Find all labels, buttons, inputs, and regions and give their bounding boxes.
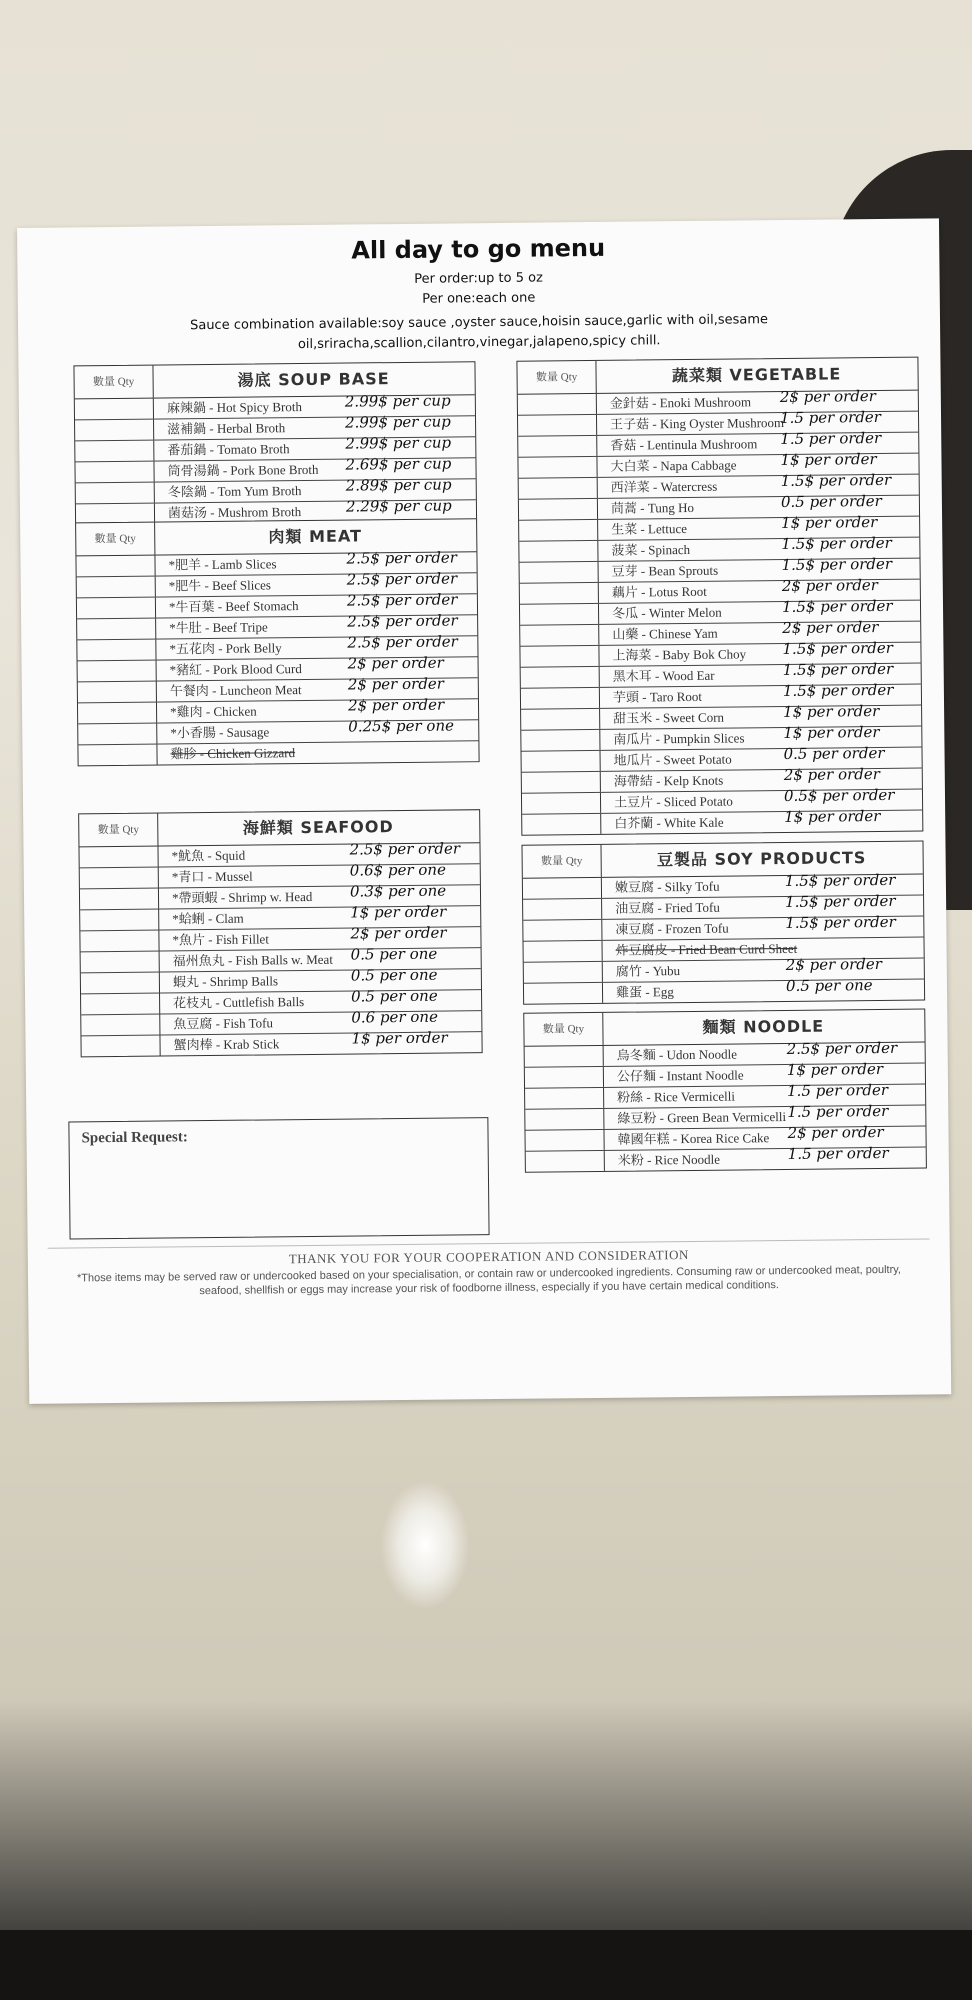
special-request-label: Special Request: xyxy=(81,1129,188,1147)
handwritten-price: 2$ per order xyxy=(347,674,445,694)
item-name: 花枝丸 - Cuttlefish Balls xyxy=(173,994,305,1011)
item-name: 麻辣鍋 - Hot Spicy Broth xyxy=(166,399,303,416)
handwritten-price: 1$ per order xyxy=(350,902,447,922)
qty-column-header: 數量 Qty xyxy=(524,1013,603,1046)
handwritten-price: 1$ per order xyxy=(786,1059,884,1079)
menu-row xyxy=(524,976,924,1004)
qty-cell[interactable] xyxy=(521,709,600,730)
item-name: *牛百葉 - Beef Stomach xyxy=(168,598,299,615)
handwritten-price: 1.5 per order xyxy=(787,1143,889,1163)
handwritten-price: 2.69$ per cup xyxy=(345,454,452,474)
item-name: *肥羊 - Lamb Slices xyxy=(168,556,277,573)
handwritten-price: 0.6$ per one xyxy=(349,860,446,880)
qty-cell[interactable] xyxy=(75,462,154,483)
item-name: 粉絲 - Rice Vermicelli xyxy=(617,1088,736,1105)
qty-cell[interactable] xyxy=(525,1130,604,1151)
qty-cell[interactable] xyxy=(81,994,160,1015)
handwritten-price: 1$ per order xyxy=(780,450,877,470)
qty-cell[interactable] xyxy=(521,667,600,688)
item-name: 冬陰鍋 - Tom Yum Broth xyxy=(167,483,302,500)
qty-cell[interactable] xyxy=(523,920,602,941)
handwritten-price: 2.99$ per cup xyxy=(344,412,451,432)
handwritten-price: 1.5$ per order xyxy=(785,912,896,932)
qty-column-header: 數量 Qty xyxy=(517,361,596,394)
floor-shadow xyxy=(0,1930,972,2000)
handwritten-price: 0.5$ per order xyxy=(783,785,895,805)
section-title: 海鮮類 SEAFOOD xyxy=(242,817,394,838)
handwritten-price: 2.5$ per order xyxy=(347,611,458,631)
handwritten-price: 2.5$ per order xyxy=(349,839,461,859)
qty-cell[interactable] xyxy=(524,962,603,983)
disclaimer-text: *Those items may be served raw or undercooked based on your specialisation, or contain raw or undercooked ingredients. Consuming raw or undercooked meat, poultry, seafood, shellfish or eggs may increase your risk of foodborne illness, especially if you have certain medical conditions. xyxy=(76,1263,902,1298)
handwritten-price: 1.5 per order xyxy=(780,428,882,449)
handwritten-price: 2.89$ per cup xyxy=(345,475,452,495)
seafood-section xyxy=(78,809,483,1057)
item-name: 金針菇 - Enoki Mushroom xyxy=(609,394,752,411)
soy-products-section xyxy=(521,841,925,1005)
section-title: 湯底 SOUP BASE xyxy=(237,369,390,390)
qty-cell[interactable] xyxy=(526,1151,605,1172)
footer xyxy=(28,1244,950,1302)
item-name: *帶頭蝦 - Shrimp w. Head xyxy=(171,888,313,906)
noodle-section xyxy=(523,1009,927,1173)
qty-column-header: 數量 Qty xyxy=(522,845,601,878)
item-name: *魷魚 - Squid xyxy=(171,847,246,864)
qty-cell[interactable] xyxy=(81,1015,160,1036)
item-name: 滋補鍋 - Herbal Broth xyxy=(167,420,286,437)
item-name: 筒骨湯鍋 - Pork Bone Broth xyxy=(167,461,319,479)
section-title: 麵類 NOODLE xyxy=(702,1016,825,1037)
qty-cell[interactable] xyxy=(77,598,156,619)
handwritten-price: 1$ per order xyxy=(351,1028,448,1048)
handwritten-price: 2.99$ per cup xyxy=(344,391,451,411)
handwritten-price: 0.5 per one xyxy=(350,944,438,964)
menu-row xyxy=(81,1028,481,1056)
handwritten-price: 2.5$ per order xyxy=(347,632,458,652)
item-name: *雞肉 - Chicken xyxy=(169,703,257,720)
meat-section xyxy=(75,518,480,766)
item-name: *豬紅 - Pork Blood Curd xyxy=(169,661,302,678)
qty-cell[interactable] xyxy=(519,499,598,520)
handwritten-price: 1$ per order xyxy=(784,806,881,826)
item-name: 雞胗 - Chicken Gizzard xyxy=(170,745,296,762)
handwritten-price: 2$ per order xyxy=(347,695,445,715)
qty-cell[interactable] xyxy=(525,1046,604,1067)
qty-column-header: 數量 Qty xyxy=(79,814,158,847)
qty-cell[interactable] xyxy=(76,556,155,577)
handwritten-price: 1.5$ per order xyxy=(782,638,893,659)
handwritten-price: 1.5$ per order xyxy=(784,870,896,890)
item-name: 豆芽 - Bean Sprouts xyxy=(611,562,719,579)
qty-cell[interactable] xyxy=(78,745,157,766)
handwritten-price: 1$ per order xyxy=(783,701,880,722)
item-name: *肥牛 - Beef Slices xyxy=(168,577,272,594)
handwritten-price: 2.5$ per order xyxy=(346,548,458,568)
qty-cell[interactable] xyxy=(525,1067,604,1088)
per-one-note: Per one:each one xyxy=(422,290,536,307)
item-name: *五花肉 - Pork Belly xyxy=(169,640,282,657)
item-name: 藕片 - Lotus Root xyxy=(611,583,707,600)
item-name: *蛤蜊 - Clam xyxy=(172,910,244,927)
qty-column-header: 數量 Qty xyxy=(74,366,153,399)
handwritten-price: 0.6 per one xyxy=(351,1007,438,1027)
item-name: *牛肚 - Beef Tripe xyxy=(169,619,268,636)
qty-cell[interactable] xyxy=(78,682,157,703)
page-title: All day to go menu xyxy=(351,233,606,265)
handwritten-price: 1.5$ per order xyxy=(782,659,894,680)
qty-cell[interactable] xyxy=(522,772,601,793)
item-name: 海帶結 - Kelp Knots xyxy=(613,772,724,789)
item-name: 蝦丸 - Shrimp Balls xyxy=(172,973,279,990)
item-name: 番茄鍋 - Tomato Broth xyxy=(167,441,290,458)
light-reflection xyxy=(380,1480,470,1610)
qty-cell[interactable] xyxy=(518,436,597,457)
qty-cell[interactable] xyxy=(523,878,602,899)
handwritten-price: 2$ per order xyxy=(781,576,879,596)
qty-cell[interactable] xyxy=(520,583,599,604)
handwritten-price: 1$ per order xyxy=(781,513,878,533)
qty-cell[interactable] xyxy=(520,604,599,625)
menu-row xyxy=(526,1143,926,1172)
handwritten-price: 1.5$ per order xyxy=(780,470,892,491)
qty-cell[interactable] xyxy=(80,889,159,910)
item-name: 甜玉米 - Sweet Corn xyxy=(613,709,725,726)
handwritten-price: 2.5$ per order xyxy=(346,569,458,589)
qty-cell[interactable] xyxy=(519,520,598,541)
qty-column-header: 數量 Qty xyxy=(76,523,155,556)
section-title: 蔬菜類 VEGETABLE xyxy=(671,364,842,386)
qty-cell[interactable] xyxy=(78,661,157,682)
menu-header xyxy=(17,230,940,358)
qty-cell[interactable] xyxy=(522,751,601,772)
qty-cell[interactable] xyxy=(523,899,602,920)
item-name: 大白菜 - Napa Cabbage xyxy=(610,457,737,474)
item-name: 午餐肉 - Luncheon Meat xyxy=(169,682,302,699)
qty-cell[interactable] xyxy=(77,640,156,661)
handwritten-price: 1.5$ per order xyxy=(782,680,894,701)
qty-cell[interactable] xyxy=(80,910,159,931)
qty-cell[interactable] xyxy=(521,730,600,751)
handwritten-price: 2.29$ per cup xyxy=(345,496,452,516)
item-name: 魚豆腐 - Fish Tofu xyxy=(173,1015,274,1032)
handwritten-price: 0.5 per order xyxy=(783,743,885,764)
item-name: 南瓜片 - Pumpkin Slices xyxy=(613,730,745,747)
qty-cell[interactable] xyxy=(76,483,155,504)
item-name: 公仔麵 - Instant Noodle xyxy=(616,1067,744,1084)
handwritten-price: 1.5 per order xyxy=(779,407,882,428)
qty-cell[interactable] xyxy=(522,814,601,835)
item-name: 烏冬麵 - Udon Noodle xyxy=(616,1046,738,1063)
soup-base-section xyxy=(73,361,477,525)
handwritten-price: 1.5$ per order xyxy=(781,554,893,575)
qty-cell[interactable] xyxy=(525,1088,604,1109)
menu-row xyxy=(78,741,478,765)
item-name: 王子菇 - King Oyster Mushroom xyxy=(610,414,785,432)
qty-cell[interactable] xyxy=(518,415,597,436)
item-name: 菠菜 - Spinach xyxy=(611,541,691,558)
per-order-note: Per order:up to 5 oz xyxy=(414,270,543,287)
item-name: 白芥蘭 - White Kale xyxy=(614,814,724,831)
item-name: 福州魚丸 - Fish Balls w. Meat xyxy=(172,951,333,969)
handwritten-price: 0.5 per one xyxy=(785,976,873,995)
handwritten-price: 2$ per order xyxy=(347,653,444,673)
item-name: *小香腸 - Sausage xyxy=(170,724,270,741)
item-name: 生菜 - Lettuce xyxy=(611,521,688,537)
qty-cell[interactable] xyxy=(75,420,154,441)
qty-cell[interactable] xyxy=(524,941,603,962)
handwritten-price: 2$ per order xyxy=(785,954,882,974)
qty-cell[interactable] xyxy=(519,478,598,499)
handwritten-price: 0.3$ per one xyxy=(349,881,447,901)
qty-cell[interactable] xyxy=(520,625,599,646)
qty-cell[interactable] xyxy=(524,983,603,1004)
item-name: 韓國年糕 - Korea Rice Cake xyxy=(617,1130,770,1147)
handwritten-price: 1.5$ per order xyxy=(781,596,893,617)
qty-cell[interactable] xyxy=(80,868,159,889)
handwritten-price: 0.5 per order xyxy=(780,491,882,512)
qty-cell[interactable] xyxy=(75,441,154,462)
handwritten-price: 2$ per order xyxy=(787,1122,884,1142)
thank-you-text: THANK YOU FOR YOUR COOPERATION AND CONSIDERATION xyxy=(288,1247,689,1267)
item-name: 上海菜 - Baby Bok Choy xyxy=(612,646,747,663)
handwritten-price: 2$ per order xyxy=(782,618,879,638)
menu-row xyxy=(522,806,922,835)
qty-cell[interactable] xyxy=(75,399,154,420)
handwritten-price: 2$ per order xyxy=(350,923,447,943)
item-name: 綠豆粉 - Green Bean Vermicelli xyxy=(617,1108,787,1126)
handwritten-price: 0.25$ per one xyxy=(348,716,455,736)
handwritten-price: 2.5$ per order xyxy=(346,590,458,610)
item-name: 土豆片 - Sliced Potato xyxy=(613,793,733,810)
item-name: 嫩豆腐 - Silky Tofu xyxy=(614,878,720,895)
qty-cell[interactable] xyxy=(79,847,158,868)
item-name: 黑木耳 - Wood Ear xyxy=(612,667,715,684)
item-name: 腐竹 - Yubu xyxy=(615,963,681,979)
item-name: 米粉 - Rice Noodle xyxy=(617,1151,721,1168)
handwritten-price: 1.5 per order xyxy=(786,1080,889,1100)
qty-cell[interactable] xyxy=(77,577,156,598)
item-name: 冬瓜 - Winter Melon xyxy=(611,604,722,621)
qty-cell[interactable] xyxy=(78,703,157,724)
item-name: 芋頭 - Taro Root xyxy=(612,688,703,705)
handwritten-price: 0.5 per one xyxy=(350,965,438,985)
vegetable-section xyxy=(516,357,923,836)
qty-cell[interactable] xyxy=(81,1036,160,1057)
handwritten-price: 0.5 per one xyxy=(350,986,438,1006)
handwritten-price: 1$ per order xyxy=(783,722,880,743)
sauce-note: Sauce combination available:soy sauce ,oyster sauce,hoisin sauce,garlic with oil,sesame oil,sriracha,scallion,cilantro,vinegar,jalapeno,spicy chill. xyxy=(189,312,769,353)
item-name: *魚片 - Fish Fillet xyxy=(172,931,269,948)
qty-cell[interactable] xyxy=(518,394,597,415)
handwritten-price: 2.99$ per cup xyxy=(345,433,452,453)
qty-cell[interactable] xyxy=(520,562,599,583)
menu-sheet xyxy=(17,218,951,1404)
qty-cell[interactable] xyxy=(521,688,600,709)
qty-cell[interactable] xyxy=(80,931,159,952)
handwritten-price: 1.5$ per order xyxy=(785,891,896,911)
item-name: 凍豆腐 - Frozen Tofu xyxy=(615,920,729,937)
qty-cell[interactable] xyxy=(81,952,160,973)
qty-cell[interactable] xyxy=(518,457,597,478)
item-name: 山藥 - Chinese Yam xyxy=(612,625,718,642)
handwritten-price: 2$ per order xyxy=(779,387,877,407)
handwritten-price: 2.5$ per order xyxy=(786,1038,898,1058)
qty-cell[interactable] xyxy=(520,646,599,667)
item-name: 炸豆腐皮 - Fried Bean Curd Sheet xyxy=(615,940,798,958)
qty-cell[interactable] xyxy=(77,619,156,640)
item-name: 菌菇汤 - Mushrom Broth xyxy=(167,504,302,521)
item-name: 蟹肉棒 - Krab Stick xyxy=(173,1036,280,1053)
qty-cell[interactable] xyxy=(81,973,160,994)
item-name: 油豆腐 - Fried Tofu xyxy=(615,899,720,916)
item-name: 香菇 - Lentinula Mushroom xyxy=(610,436,758,453)
special-request-box[interactable] xyxy=(68,1117,489,1239)
item-name: *青口 - Mussel xyxy=(171,868,253,885)
handwritten-price: 1.5 per order xyxy=(787,1101,889,1121)
item-name: 西洋菜 - Watercress xyxy=(610,478,718,495)
qty-cell[interactable] xyxy=(522,793,601,814)
section-title: 豆製品 SOY PRODUCTS xyxy=(656,848,867,870)
handwritten-price: 2$ per order xyxy=(783,764,880,785)
qty-cell[interactable] xyxy=(525,1109,604,1130)
item-name: 地瓜片 - Sweet Potato xyxy=(613,751,732,768)
item-name: 茼蒿 - Tung Ho xyxy=(610,499,694,516)
handwritten-price: 1.5$ per order xyxy=(781,533,892,554)
qty-cell[interactable] xyxy=(78,724,157,745)
qty-cell[interactable] xyxy=(519,541,598,562)
item-name: 雞蛋 - Egg xyxy=(615,984,674,1000)
section-title: 肉類 MEAT xyxy=(268,526,363,547)
